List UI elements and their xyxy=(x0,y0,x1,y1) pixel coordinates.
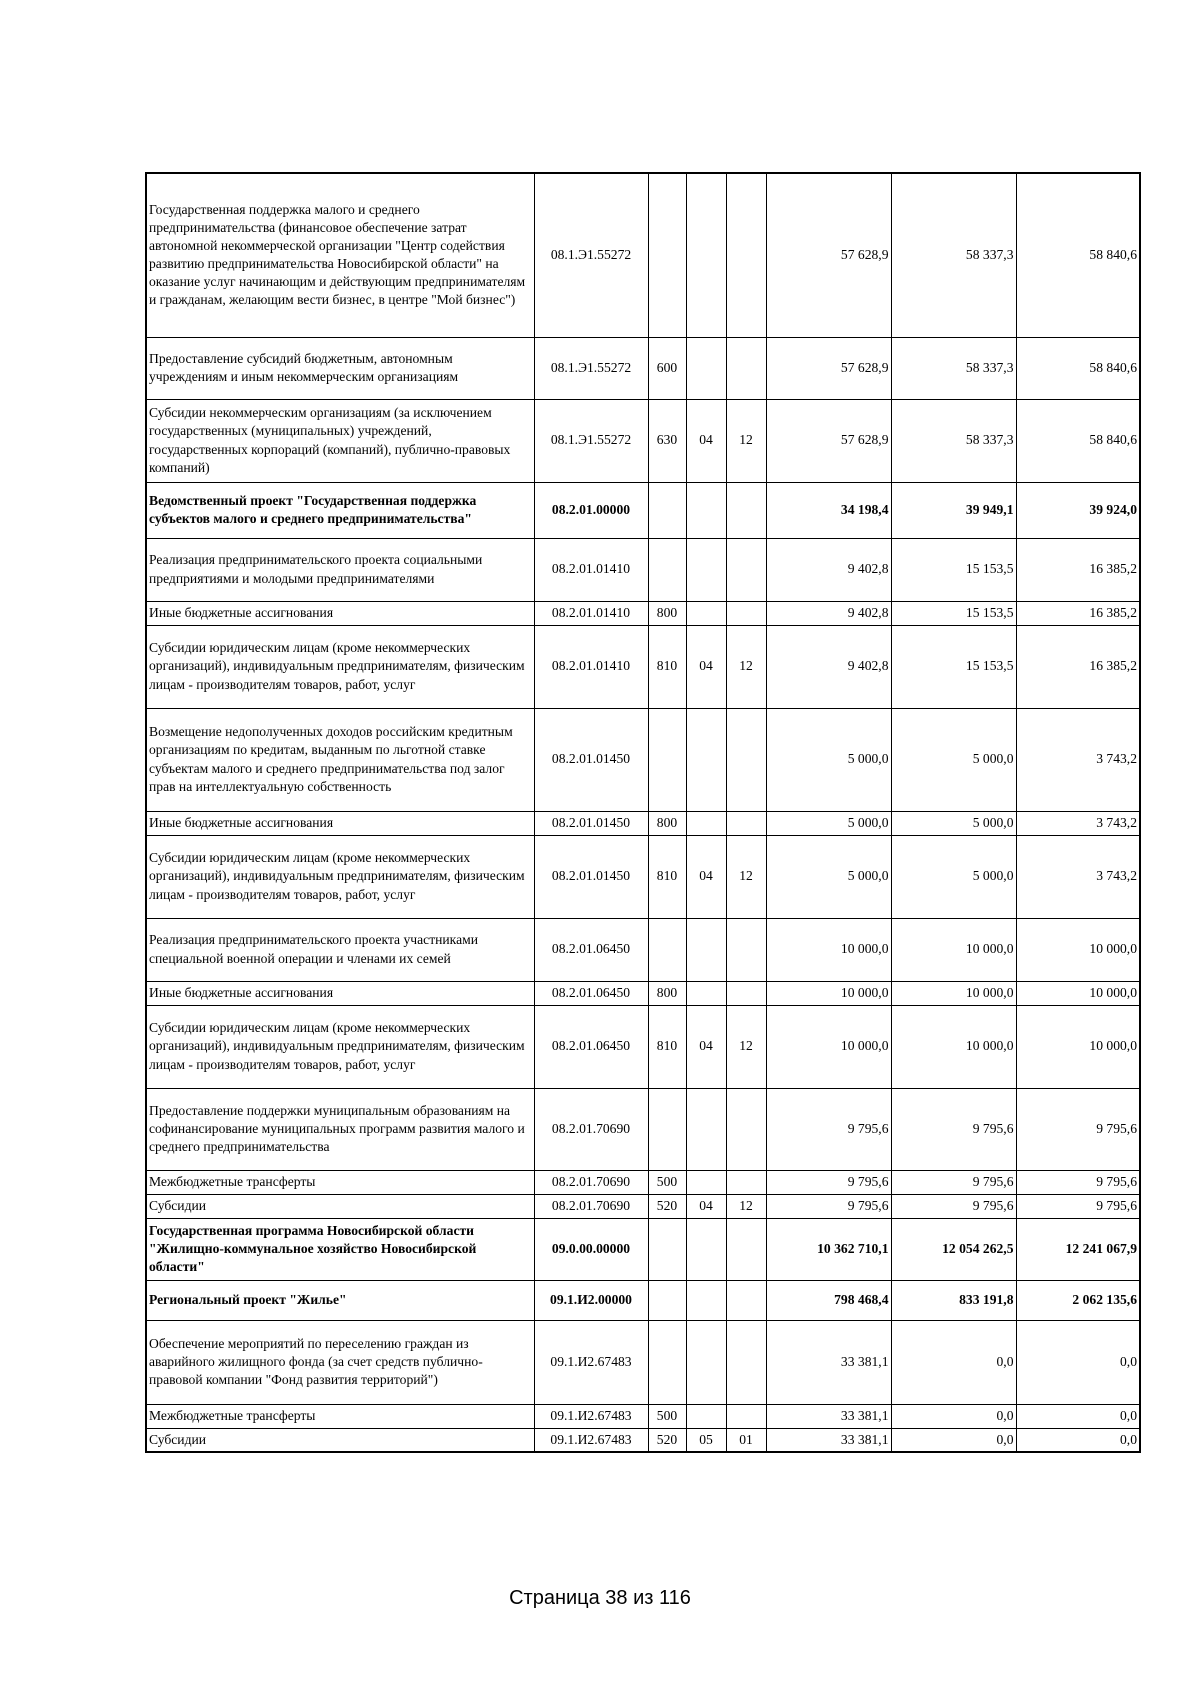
row-name: Межбюджетные трансферты xyxy=(146,1170,534,1194)
target-code: 09.1.И2.67483 xyxy=(534,1404,648,1428)
amount-year-3: 12 241 067,9 xyxy=(1016,1218,1140,1280)
expense-type xyxy=(648,482,686,538)
amount-year-2: 833 191,8 xyxy=(891,1280,1016,1320)
section: 04 xyxy=(686,1005,726,1088)
row-name: Субсидии юридическим лицам (кроме некоммерческих организаций), индивидуальным предпринимателям, физическим лицам - производителям товаров, работ, услуг xyxy=(146,625,534,708)
table-row xyxy=(146,482,1140,538)
amount-year-1: 9 795,6 xyxy=(766,1194,891,1218)
subsection: 01 xyxy=(726,1428,766,1452)
amount-year-1: 10 000,0 xyxy=(766,1005,891,1088)
amount-year-2: 58 337,3 xyxy=(891,337,1016,399)
expense-type: 800 xyxy=(648,601,686,625)
table-row xyxy=(146,1218,1140,1280)
row-name: Предоставление субсидий бюджетным, автономным учреждениям и иным некоммерческим организациям xyxy=(146,337,534,399)
amount-year-3: 0,0 xyxy=(1016,1320,1140,1404)
target-code: 08.2.01.70690 xyxy=(534,1194,648,1218)
target-code: 08.2.01.01450 xyxy=(534,708,648,811)
target-code: 08.2.01.06450 xyxy=(534,1005,648,1088)
expense-type: 810 xyxy=(648,1005,686,1088)
subsection xyxy=(726,173,766,337)
section xyxy=(686,601,726,625)
section xyxy=(686,173,726,337)
subsection xyxy=(726,981,766,1005)
amount-year-1: 33 381,1 xyxy=(766,1404,891,1428)
amount-year-2: 0,0 xyxy=(891,1320,1016,1404)
table-row xyxy=(146,538,1140,601)
target-code: 08.1.Э1.55272 xyxy=(534,173,648,337)
amount-year-2: 9 795,6 xyxy=(891,1194,1016,1218)
row-name: Иные бюджетные ассигнования xyxy=(146,811,534,835)
section xyxy=(686,482,726,538)
row-name: Возмещение недополученных доходов российским кредитным организациям по кредитам, выданным по льготной ставке субъектам малого и среднего предпринимательства под залог прав на интеллектуальную собственность xyxy=(146,708,534,811)
amount-year-3: 58 840,6 xyxy=(1016,399,1140,482)
amount-year-1: 9 402,8 xyxy=(766,625,891,708)
amount-year-3: 2 062 135,6 xyxy=(1016,1280,1140,1320)
amount-year-1: 57 628,9 xyxy=(766,399,891,482)
section: 05 xyxy=(686,1428,726,1452)
amount-year-1: 798 468,4 xyxy=(766,1280,891,1320)
section xyxy=(686,1218,726,1280)
target-code: 08.2.01.01410 xyxy=(534,601,648,625)
section xyxy=(686,1170,726,1194)
subsection xyxy=(726,811,766,835)
amount-year-1: 5 000,0 xyxy=(766,835,891,918)
amount-year-3: 58 840,6 xyxy=(1016,337,1140,399)
amount-year-1: 5 000,0 xyxy=(766,811,891,835)
amount-year-2: 10 000,0 xyxy=(891,1005,1016,1088)
target-code: 08.2.01.06450 xyxy=(534,981,648,1005)
section xyxy=(686,1280,726,1320)
subsection: 12 xyxy=(726,1005,766,1088)
row-name: Субсидии юридическим лицам (кроме некоммерческих организаций), индивидуальным предпринимателям, физическим лицам - производителям товаров, работ, услуг xyxy=(146,1005,534,1088)
subsection xyxy=(726,1280,766,1320)
amount-year-2: 10 000,0 xyxy=(891,918,1016,981)
subsection xyxy=(726,1170,766,1194)
target-code: 08.2.01.01450 xyxy=(534,835,648,918)
amount-year-3: 3 743,2 xyxy=(1016,708,1140,811)
row-name: Государственная поддержка малого и среднего предпринимательства (финансовое обеспечение затрат автономной некоммерческой организации "Центр содействия развитию предпринимательства Новосибирской области" на оказание услуг начинающим и действующим предпринимателям и гражданам, желающим вести бизнес, в центре "Мой бизнес") xyxy=(146,173,534,337)
table-row xyxy=(146,1170,1140,1194)
amount-year-1: 33 381,1 xyxy=(766,1428,891,1452)
amount-year-3: 39 924,0 xyxy=(1016,482,1140,538)
row-name: Региональный проект "Жилье" xyxy=(146,1280,534,1320)
amount-year-3: 10 000,0 xyxy=(1016,981,1140,1005)
amount-year-2: 0,0 xyxy=(891,1404,1016,1428)
subsection xyxy=(726,708,766,811)
page-number: Страница 38 из 116 xyxy=(509,1587,691,1609)
target-code: 09.1.И2.00000 xyxy=(534,1280,648,1320)
target-code: 08.2.01.70690 xyxy=(534,1088,648,1170)
amount-year-3: 0,0 xyxy=(1016,1404,1140,1428)
expense-type xyxy=(648,538,686,601)
expense-type xyxy=(648,708,686,811)
expense-type xyxy=(648,173,686,337)
amount-year-3: 10 000,0 xyxy=(1016,918,1140,981)
amount-year-1: 10 362 710,1 xyxy=(766,1218,891,1280)
section xyxy=(686,918,726,981)
amount-year-2: 58 337,3 xyxy=(891,173,1016,337)
section: 04 xyxy=(686,625,726,708)
subsection xyxy=(726,1088,766,1170)
section xyxy=(686,981,726,1005)
amount-year-3: 9 795,6 xyxy=(1016,1170,1140,1194)
subsection xyxy=(726,1404,766,1428)
section xyxy=(686,538,726,601)
subsection: 12 xyxy=(726,625,766,708)
amount-year-2: 5 000,0 xyxy=(891,835,1016,918)
expense-type xyxy=(648,1280,686,1320)
row-name: Межбюджетные трансферты xyxy=(146,1404,534,1428)
row-name: Реализация предпринимательского проекта социальными предприятиями и молодыми предпринимателями xyxy=(146,538,534,601)
table-row xyxy=(146,918,1140,981)
amount-year-2: 5 000,0 xyxy=(891,708,1016,811)
row-name: Субсидии некоммерческим организациям (за исключением государственных (муниципальных) учреждений, государственных корпораций (компаний), публично-правовых компаний) xyxy=(146,399,534,482)
amount-year-3: 0,0 xyxy=(1016,1428,1140,1452)
table-row xyxy=(146,625,1140,708)
row-name: Реализация предпринимательского проекта участниками специальной военной операции и членами их семей xyxy=(146,918,534,981)
target-code: 09.1.И2.67483 xyxy=(534,1320,648,1404)
expense-type xyxy=(648,1218,686,1280)
expense-type: 600 xyxy=(648,337,686,399)
amount-year-3: 16 385,2 xyxy=(1016,601,1140,625)
table-row xyxy=(146,811,1140,835)
amount-year-1: 9 402,8 xyxy=(766,601,891,625)
target-code: 08.2.01.70690 xyxy=(534,1170,648,1194)
amount-year-2: 15 153,5 xyxy=(891,601,1016,625)
amount-year-1: 10 000,0 xyxy=(766,981,891,1005)
expense-type xyxy=(648,1088,686,1170)
row-name: Субсидии xyxy=(146,1194,534,1218)
amount-year-2: 9 795,6 xyxy=(891,1088,1016,1170)
target-code: 08.2.01.01410 xyxy=(534,538,648,601)
section: 04 xyxy=(686,835,726,918)
amount-year-2: 0,0 xyxy=(891,1428,1016,1452)
subsection xyxy=(726,337,766,399)
amount-year-2: 12 054 262,5 xyxy=(891,1218,1016,1280)
table-row xyxy=(146,981,1140,1005)
section: 04 xyxy=(686,1194,726,1218)
section: 04 xyxy=(686,399,726,482)
amount-year-2: 58 337,3 xyxy=(891,399,1016,482)
row-name: Ведомственный проект "Государственная поддержка субъектов малого и среднего предпринимательства" xyxy=(146,482,534,538)
amount-year-1: 33 381,1 xyxy=(766,1320,891,1404)
row-name: Обеспечение мероприятий по переселению граждан из аварийного жилищного фонда (за счет средств публично-правовой компании "Фонд развития территорий") xyxy=(146,1320,534,1404)
section xyxy=(686,1320,726,1404)
subsection: 12 xyxy=(726,399,766,482)
expense-type xyxy=(648,918,686,981)
table-row xyxy=(146,173,1140,337)
target-code: 08.2.01.01450 xyxy=(534,811,648,835)
subsection xyxy=(726,601,766,625)
subsection xyxy=(726,918,766,981)
subsection: 12 xyxy=(726,835,766,918)
amount-year-3: 3 743,2 xyxy=(1016,835,1140,918)
amount-year-3: 3 743,2 xyxy=(1016,811,1140,835)
subsection: 12 xyxy=(726,1194,766,1218)
section xyxy=(686,1404,726,1428)
amount-year-1: 57 628,9 xyxy=(766,173,891,337)
table-row xyxy=(146,1320,1140,1404)
amount-year-2: 9 795,6 xyxy=(891,1170,1016,1194)
table-row xyxy=(146,1280,1140,1320)
amount-year-3: 16 385,2 xyxy=(1016,538,1140,601)
table-row xyxy=(146,835,1140,918)
amount-year-1: 5 000,0 xyxy=(766,708,891,811)
row-name: Субсидии xyxy=(146,1428,534,1452)
expense-type: 520 xyxy=(648,1428,686,1452)
amount-year-3: 9 795,6 xyxy=(1016,1194,1140,1218)
subsection xyxy=(726,1218,766,1280)
row-name: Иные бюджетные ассигнования xyxy=(146,601,534,625)
table-row xyxy=(146,1194,1140,1218)
row-name: Предоставление поддержки муниципальным образованиям на софинансирование муниципальных программ развития малого и среднего предпринимательства xyxy=(146,1088,534,1170)
expense-type: 810 xyxy=(648,625,686,708)
amount-year-2: 39 949,1 xyxy=(891,482,1016,538)
amount-year-1: 9 402,8 xyxy=(766,538,891,601)
target-code: 08.1.Э1.55272 xyxy=(534,399,648,482)
expense-type: 500 xyxy=(648,1170,686,1194)
amount-year-2: 10 000,0 xyxy=(891,981,1016,1005)
table-row xyxy=(146,601,1140,625)
table-row xyxy=(146,1404,1140,1428)
amount-year-1: 10 000,0 xyxy=(766,918,891,981)
expense-type: 500 xyxy=(648,1404,686,1428)
target-code: 09.1.И2.67483 xyxy=(534,1428,648,1452)
table-row xyxy=(146,399,1140,482)
table-row xyxy=(146,1088,1140,1170)
amount-year-3: 10 000,0 xyxy=(1016,1005,1140,1088)
amount-year-2: 15 153,5 xyxy=(891,538,1016,601)
amount-year-1: 9 795,6 xyxy=(766,1088,891,1170)
target-code: 08.2.01.01410 xyxy=(534,625,648,708)
amount-year-1: 9 795,6 xyxy=(766,1170,891,1194)
row-name: Иные бюджетные ассигнования xyxy=(146,981,534,1005)
subsection xyxy=(726,538,766,601)
table-row xyxy=(146,1005,1140,1088)
section xyxy=(686,337,726,399)
target-code: 09.0.00.00000 xyxy=(534,1218,648,1280)
row-name: Субсидии юридическим лицам (кроме некоммерческих организаций), индивидуальным предпринимателям, физическим лицам - производителям товаров, работ, услуг xyxy=(146,835,534,918)
table-row xyxy=(146,708,1140,811)
target-code: 08.1.Э1.55272 xyxy=(534,337,648,399)
amount-year-1: 57 628,9 xyxy=(766,337,891,399)
amount-year-1: 34 198,4 xyxy=(766,482,891,538)
amount-year-3: 58 840,6 xyxy=(1016,173,1140,337)
table-body xyxy=(146,173,1140,1452)
expense-type: 630 xyxy=(648,399,686,482)
expense-type: 520 xyxy=(648,1194,686,1218)
table-row xyxy=(146,337,1140,399)
subsection xyxy=(726,1320,766,1404)
amount-year-2: 5 000,0 xyxy=(891,811,1016,835)
expense-type: 800 xyxy=(648,981,686,1005)
target-code: 08.2.01.06450 xyxy=(534,918,648,981)
target-code: 08.2.01.00000 xyxy=(534,482,648,538)
section xyxy=(686,708,726,811)
expense-type: 800 xyxy=(648,811,686,835)
subsection xyxy=(726,482,766,538)
budget-table xyxy=(145,172,1141,1453)
amount-year-3: 16 385,2 xyxy=(1016,625,1140,708)
expense-type: 810 xyxy=(648,835,686,918)
section xyxy=(686,1088,726,1170)
section xyxy=(686,811,726,835)
table-row xyxy=(146,1428,1140,1452)
row-name: Государственная программа Новосибирской области "Жилищно-коммунальное хозяйство Новосибирской области" xyxy=(146,1218,534,1280)
amount-year-2: 15 153,5 xyxy=(891,625,1016,708)
expense-type xyxy=(648,1320,686,1404)
amount-year-3: 9 795,6 xyxy=(1016,1088,1140,1170)
